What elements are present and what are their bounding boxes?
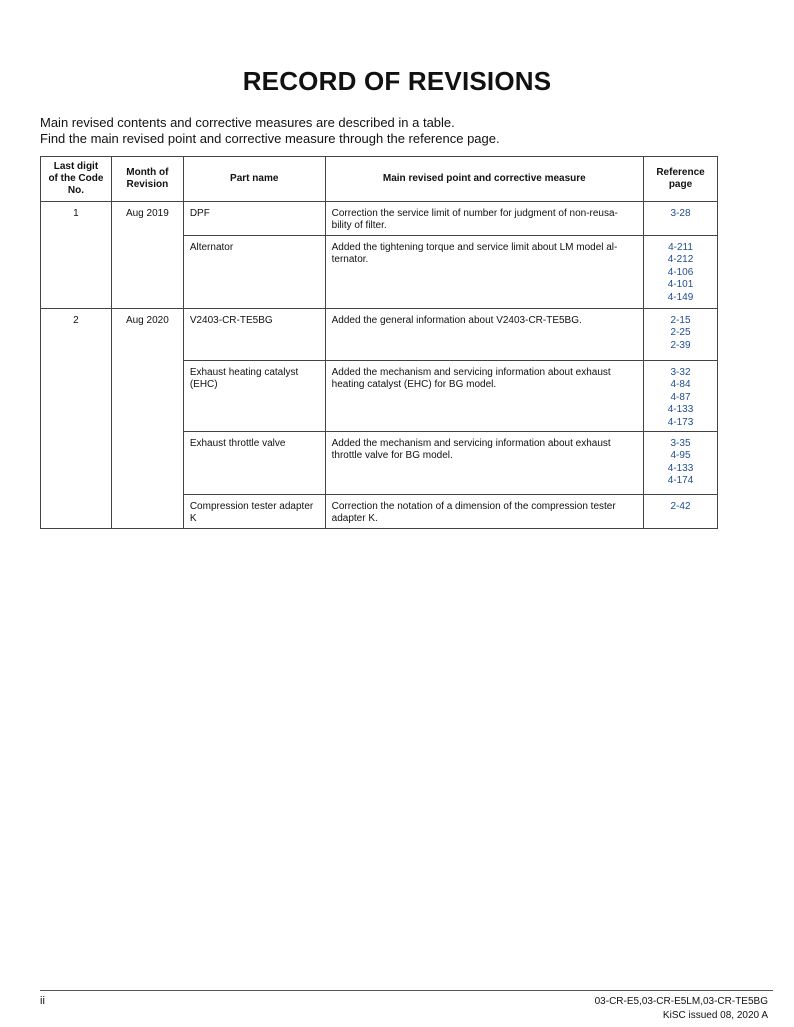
- reference-link[interactable]: 4-87: [670, 391, 691, 403]
- reference-link[interactable]: 4-101: [667, 279, 694, 291]
- footer-divider: [40, 990, 773, 991]
- page-number: ii: [40, 995, 45, 1007]
- table-row: [41, 309, 718, 361]
- reference-link[interactable]: 4-174: [667, 475, 694, 487]
- reference-link[interactable]: 4-212: [667, 254, 694, 266]
- header-month: Month of Revision: [111, 157, 183, 202]
- part-cell: Exhaust heating catalyst (EHC): [183, 361, 325, 432]
- document-codes: 03-CR-E5,03-CR-E5LM,03-CR-TE5BG: [594, 996, 768, 1007]
- header-reference: Reference page: [644, 157, 718, 202]
- reference-link[interactable]: 2-39: [670, 339, 691, 351]
- reference-link[interactable]: 2-25: [670, 327, 691, 339]
- reference-link[interactable]: 4-133: [667, 462, 694, 474]
- month-cell: Aug 2019: [111, 202, 183, 309]
- reference-link[interactable]: 4-84: [670, 379, 691, 391]
- table-header-row: [41, 157, 718, 202]
- reference-link[interactable]: 4-149: [667, 291, 694, 303]
- reference-link[interactable]: 4-106: [667, 266, 694, 278]
- header-code: Last digit of the Code No.: [41, 157, 112, 202]
- reference-cell: [644, 432, 718, 495]
- part-cell: Exhaust throttle valve: [183, 432, 325, 495]
- issue-info: KiSC issued 08, 2020 A: [662, 1010, 768, 1021]
- header-part: Part name: [183, 157, 325, 202]
- code-cell: 1: [41, 202, 112, 309]
- reference-link[interactable]: 2-15: [670, 315, 691, 326]
- measure-cell: Correction the notation of a dimension of the compression tester adapter K.: [325, 495, 643, 529]
- reference-link[interactable]: 3-35: [670, 438, 691, 449]
- code-cell: 2: [41, 309, 112, 529]
- reference-link[interactable]: 2-42: [670, 501, 691, 512]
- page-title: RECORD OF REVISIONS: [242, 66, 552, 96]
- table-row: [41, 202, 718, 236]
- reference-cell: [644, 495, 718, 529]
- reference-cell: [644, 236, 718, 309]
- measure-cell: Added the mechanism and servicing information about exhaust heating catalyst (EHC) for BG model.: [325, 361, 643, 432]
- header-measure: Main revised point and corrective measure: [325, 157, 643, 202]
- reference-cell: [644, 309, 718, 361]
- intro-line: Find the main revised point and corrective measure through the reference page.: [40, 131, 500, 146]
- part-cell: DPF: [183, 202, 325, 236]
- measure-cell: Added the mechanism and servicing information about exhaust throttle valve for BG model.: [325, 432, 643, 495]
- reference-link[interactable]: 3-32: [670, 367, 691, 378]
- part-cell: V2403-CR-TE5BG: [183, 309, 325, 361]
- part-cell: Compression tester adapter K: [183, 495, 325, 529]
- intro-text: [40, 115, 760, 147]
- reference-link[interactable]: 4-95: [670, 450, 691, 462]
- reference-cell: [644, 361, 718, 432]
- reference-link[interactable]: 3-28: [670, 208, 691, 219]
- intro-line: Main revised contents and corrective measures are described in a table.: [40, 115, 455, 130]
- reference-link[interactable]: 4-173: [667, 416, 694, 428]
- part-cell: Alternator: [183, 236, 325, 309]
- month-cell: Aug 2020: [111, 309, 183, 529]
- reference-link[interactable]: 4-133: [667, 404, 694, 416]
- reference-link[interactable]: 4-211: [668, 242, 693, 253]
- reference-cell: [644, 202, 718, 236]
- measure-cell: Added the tightening torque and service limit about LM model al- ternator.: [325, 236, 643, 309]
- revisions-table: [40, 156, 718, 529]
- measure-cell: Added the general information about V2403-CR-TE5BG.: [325, 309, 643, 361]
- measure-cell: Correction the service limit of number for judgment of non-reusa- bility of filter.: [325, 202, 643, 236]
